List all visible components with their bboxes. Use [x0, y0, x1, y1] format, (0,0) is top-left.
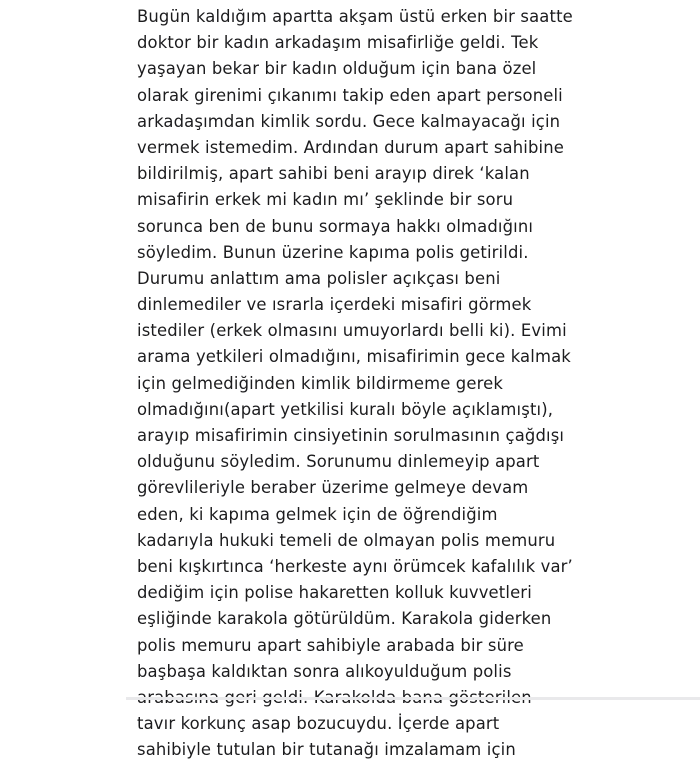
- text-line: arkadaşımdan kimlik sordu. Gece kalmayacağı için: [137, 111, 561, 131]
- text-line: başbaşa kaldıktan sonra alıkoyulduğum polis: [137, 661, 512, 681]
- text-line: sahibiyle tutulan bir tutanağı imzalamam için: [137, 740, 516, 760]
- text-line: arama yetkileri olmadığını, misafirimin gece kalmak: [137, 347, 571, 367]
- text-line: Bugün kaldığım apartta akşam üstü erken bir saatte: [137, 7, 573, 26]
- text-line: arayıp misafirimin cinsiyetinin sorulmasının çağdışı: [137, 426, 565, 445]
- text-line: eden, ki kapıma gelmek için de öğrendiğim: [137, 504, 498, 524]
- text-line: söyledim. Bunun üzerine kapıma polis getirildi.: [137, 242, 529, 262]
- text-line: dinlemediler ve ısrarla içerdeki misafiri görmek: [137, 295, 532, 315]
- text-line: beni kışkırtınca ‘herkeste aynı örümcek kafalılık var’: [137, 556, 573, 576]
- text-line: vermek istemedim. Ardından durum apart sahibine: [137, 137, 565, 157]
- text-line: Durumu anlattım ama polisler açıkçası beni: [137, 268, 501, 288]
- text-line: tavır korkunç asap bozucuydu. İçerde apart: [137, 714, 500, 734]
- text-line: eşliğinde karakola götürüldüm. Karakola giderken: [137, 609, 552, 629]
- text-line: istediler (erkek olmasını umuyorlardı belli ki). Evimi: [137, 321, 567, 341]
- text-line: dediğim için polise hakaretten kolluk kuvvetleri: [137, 583, 532, 603]
- text-line: bildirilmiş, apart sahibi beni arayıp direk ‘kalan: [137, 164, 530, 184]
- post-text-body: [137, 4, 577, 763]
- text-line: olmadığını(apart yetkilisi kuralı böyle açıklamıştı),: [137, 399, 554, 419]
- text-line: doktor bir kadın arkadaşım misafirliğe geldi. Tek: [137, 33, 539, 53]
- text-line: olarak girenimi çıkanımı takip eden apart personeli: [137, 85, 563, 105]
- text-line: polis memuru apart sahibiyle arabada bir süre: [137, 635, 524, 655]
- text-line: için gelmediğinden kimlik bildirmeme gerek: [137, 373, 503, 393]
- text-line: görevlileriyle beraber üzerime gelmeye devam: [137, 478, 529, 498]
- bottom-edge-strip: [126, 697, 700, 700]
- text-line: sorunca ben de bunu sormaya hakkı olmadığını: [137, 216, 534, 236]
- text-line: misafirin erkek mi kadın mı’ şeklinde bir soru: [137, 190, 514, 210]
- text-line: olduğunu söyledim. Sorunumu dinlemeyip apart: [137, 452, 540, 472]
- text-line: kadarıyla hukuki temeli de olmayan polis memuru: [137, 530, 556, 550]
- text-line: yaşayan bekar bir kadın olduğum için bana özel: [137, 59, 537, 79]
